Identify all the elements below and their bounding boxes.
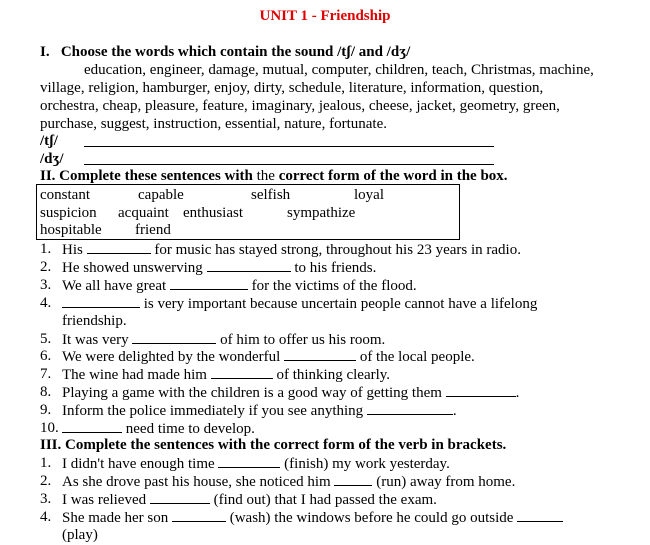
item-text-end: . bbox=[452, 403, 457, 419]
answer-line-dzh[interactable] bbox=[84, 151, 494, 165]
box-word-sympathize: sympathize bbox=[287, 205, 356, 221]
item-text-end: for the victims of the flood. bbox=[251, 278, 417, 294]
item-text-start: The wine had made him bbox=[62, 367, 207, 383]
item-text-start: We were delighted by the wonderful bbox=[62, 349, 281, 365]
sound-row-dzh bbox=[40, 150, 64, 168]
item-text-end: of the local people. bbox=[359, 349, 475, 365]
item-text bbox=[62, 258, 376, 277]
item-text-start: As she drove past his house, she noticed him bbox=[62, 474, 331, 490]
item-text-continued: (play) bbox=[62, 527, 98, 543]
item-text bbox=[62, 276, 417, 295]
answer-blank[interactable] bbox=[446, 383, 516, 397]
box-word-suspicion: suspicion bbox=[40, 205, 97, 221]
item-number: 3. bbox=[40, 277, 52, 293]
box-word-constant: constant bbox=[40, 187, 90, 203]
item-text-start: She made her son bbox=[62, 510, 169, 526]
answer-blank[interactable] bbox=[207, 258, 291, 272]
item-number: 2. bbox=[40, 473, 52, 489]
answer-blank[interactable] bbox=[211, 365, 273, 379]
item-number: 4. bbox=[40, 295, 52, 311]
section1-heading bbox=[40, 43, 410, 61]
item-text-start: We all have great bbox=[62, 278, 167, 294]
box-word-capable: capable bbox=[138, 187, 184, 203]
item-text-continued: friendship. bbox=[62, 313, 127, 329]
item-text-start: He showed unswerving bbox=[62, 260, 203, 276]
item-text-start: It was very bbox=[62, 332, 129, 348]
word-line-3: orchestra, cheap, pleasure, feature, imaginary, jealous, cheese, jacket, geometry, green, bbox=[40, 98, 560, 114]
answer-blank[interactable] bbox=[87, 240, 151, 254]
item-text-end: to his friends. bbox=[294, 260, 377, 276]
item-text-end: (wash) the windows before he could go outside bbox=[229, 510, 514, 526]
item-text bbox=[62, 401, 457, 420]
item-text-end: (finish) my work yesterday. bbox=[284, 456, 450, 472]
item-text-end: of thinking clearly. bbox=[276, 367, 391, 383]
answer-blank[interactable] bbox=[284, 347, 356, 361]
item-text-start: I didn't have enough time bbox=[62, 456, 215, 472]
section1-heading-text: Choose the words which contain the sound /tʃ/ and /dʒ/ bbox=[60, 44, 411, 60]
answer-blank[interactable] bbox=[367, 401, 453, 415]
item-text-end: of him to offer us his room. bbox=[220, 332, 386, 348]
sound-row-tsh bbox=[40, 132, 58, 150]
item-text bbox=[62, 347, 475, 366]
answer-blank[interactable] bbox=[172, 508, 226, 522]
answer-blank[interactable] bbox=[218, 454, 280, 468]
item-number: 10. bbox=[40, 420, 59, 436]
page-title: UNIT 1 - Friendship bbox=[259, 8, 391, 24]
answer-blank-2[interactable] bbox=[517, 508, 563, 522]
answer-line-tsh[interactable] bbox=[84, 133, 494, 147]
item-text bbox=[62, 383, 519, 402]
item-number: 3. bbox=[40, 491, 52, 507]
item-text-end: is very important because uncertain people cannot have a lifelong bbox=[143, 296, 538, 312]
item-text bbox=[62, 490, 437, 509]
answer-blank[interactable] bbox=[334, 472, 372, 486]
box-word-selfish: selfish bbox=[251, 187, 291, 203]
item-text bbox=[62, 508, 563, 527]
box-word-loyal: loyal bbox=[354, 187, 384, 203]
answer-blank[interactable] bbox=[62, 419, 122, 433]
section2-heading bbox=[40, 167, 508, 185]
answer-blank[interactable] bbox=[150, 490, 210, 504]
sound-label-dzh: /dʒ/ bbox=[40, 151, 64, 167]
item-text-start: His bbox=[62, 242, 83, 258]
item-text bbox=[62, 472, 515, 491]
answer-blank[interactable] bbox=[132, 330, 216, 344]
item-number: 8. bbox=[40, 384, 52, 400]
word-line-1: education, engineer, damage, mutual, computer, children, teach, Christmas, machine, bbox=[84, 62, 594, 78]
item-number: 9. bbox=[40, 402, 52, 418]
item-number: 1. bbox=[40, 241, 52, 257]
item-number: 4. bbox=[40, 509, 52, 525]
item-number: 5. bbox=[40, 331, 52, 347]
item-number: 6. bbox=[40, 348, 52, 364]
box-word-hospitable: hospitable bbox=[40, 222, 102, 238]
item-number: 1. bbox=[40, 455, 52, 471]
item-text-end: (find out) that I had passed the exam. bbox=[213, 492, 437, 508]
section2-heading-part3: correct form of the word in the box. bbox=[278, 168, 508, 184]
item-text-start: Playing a game with the children is a good way of getting them bbox=[62, 385, 442, 401]
section3-heading: III. Complete the sentences with the correct form of the verb in brackets. bbox=[40, 437, 507, 453]
item-number: 7. bbox=[40, 366, 52, 382]
item-text bbox=[62, 454, 450, 473]
item-text-end: . bbox=[515, 385, 520, 401]
sound-label-tsh: /tʃ/ bbox=[40, 133, 58, 149]
item-text bbox=[62, 240, 521, 259]
section2-heading-part2: the bbox=[252, 168, 279, 184]
item-text-start: Inform the police immediately if you see anything bbox=[62, 403, 364, 419]
box-word-enthusiast: enthusiast bbox=[183, 205, 243, 221]
item-text-end: need time to develop. bbox=[125, 421, 255, 437]
item-text-start: I was relieved bbox=[62, 492, 147, 508]
item-text bbox=[62, 294, 537, 313]
section1-heading-num: I. bbox=[40, 44, 50, 60]
item-text-end: (run) away from home. bbox=[376, 474, 516, 490]
word-line-4: purchase, suggest, instruction, essential, nature, fortunate. bbox=[40, 116, 387, 132]
box-word-friend: friend bbox=[135, 222, 171, 238]
answer-blank[interactable] bbox=[62, 294, 140, 308]
item-number: 2. bbox=[40, 259, 52, 275]
box-word-acquaint: acquaint bbox=[118, 205, 169, 221]
answer-blank[interactable] bbox=[170, 276, 248, 290]
word-box bbox=[36, 184, 460, 240]
section2-heading-part1: II. Complete these sentences with bbox=[40, 168, 253, 184]
item-text bbox=[62, 365, 390, 384]
word-line-2: village, religion, hamburger, enjoy, dirty, schedule, literature, information, question, bbox=[40, 80, 544, 96]
item-text-end: for music has stayed strong, throughout his 23 years in radio. bbox=[154, 242, 521, 258]
